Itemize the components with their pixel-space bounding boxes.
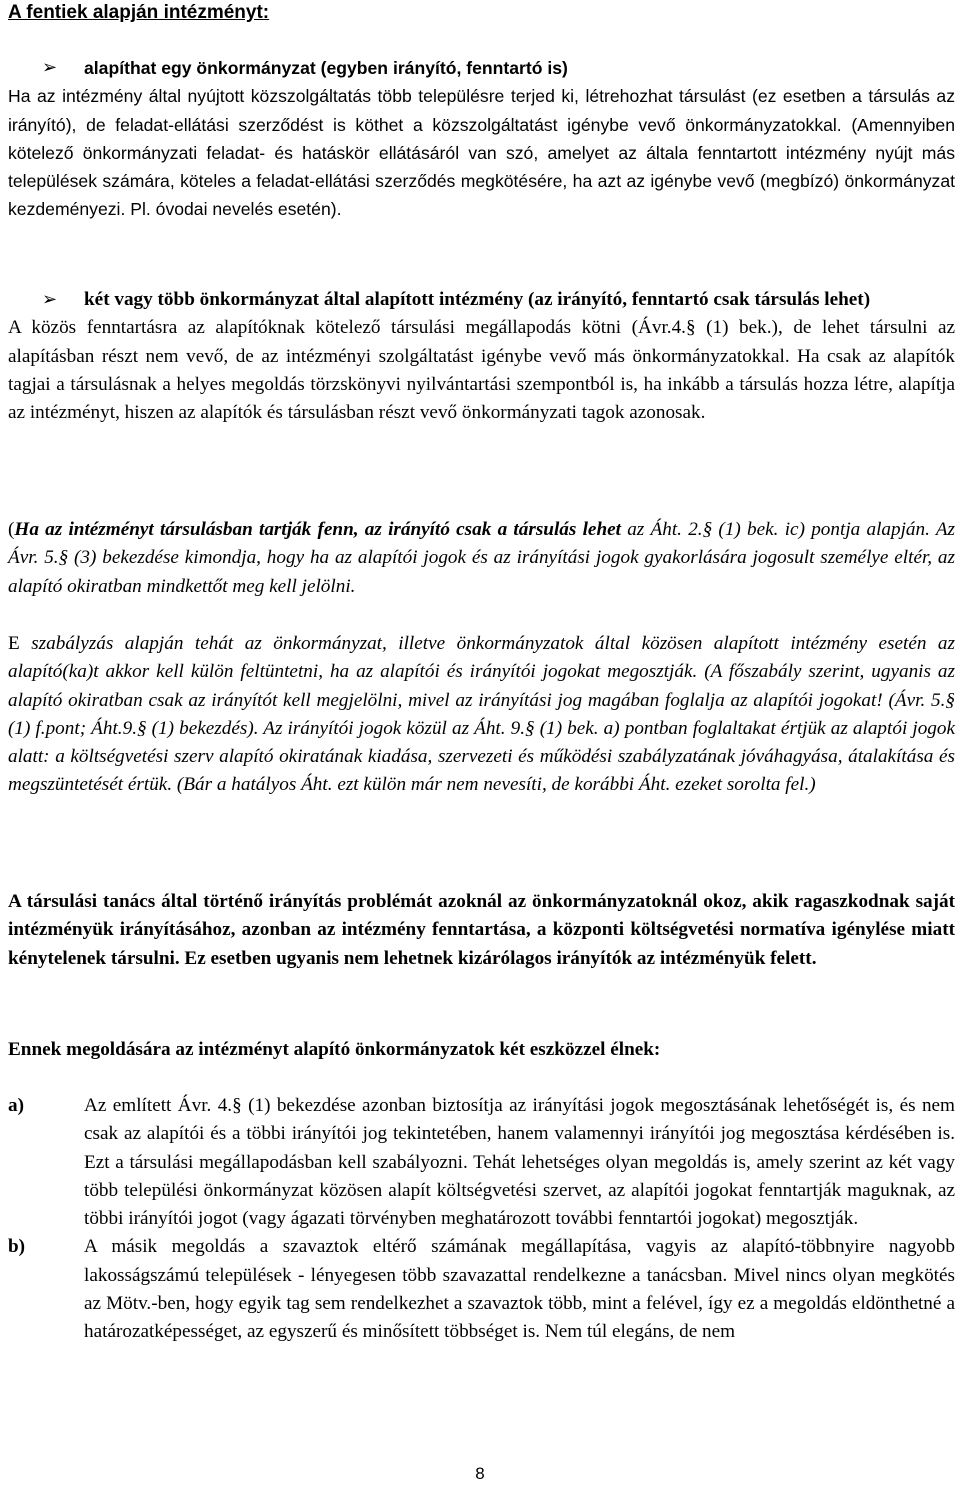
list-item-label: b) xyxy=(8,1236,26,1258)
list-item xyxy=(8,1233,955,1346)
list-item-text: Az említett Ávr. 4.§ (1) bekezdése azonban biztosítja az irányítási jogok megosztásának lehetőségét is, és nem csak az alapítói és a többi irányítói jog tekintetében, hanem valamennyi irányítói jog megosztása kérdésében is. Ezt a társulási megállapodásban kell szabályozni. Tehát lehetséges olyan megoldás is, amely szerint az két vagy több települési önkormányzat közösen alapít költségvetési szervet, az alapítói jogokat fenntartják maguknak, az többi irányítói jogot (vagy ágazati törvényben meghatározott további fenntartói jogokat) megosztják. xyxy=(84,1095,955,1230)
italic-paragraph-rights: E szabályzás alapján tehát az önkormányzat, illetve önkormányzatok által közösen alapított intézmény esetén az alapító(ka)t akkor kell külön feltüntetni, ha az alapítói és irányítói jogokat megosztják. (A főszabály szerint, ugyanis az alapító okiratban csak az irányítót kell megjelölni, mivel az irányítási jog magában foglalja az alapítói jogokat! (Ávr. 5.§ (1) f.pont; Áht.9.§ (1) bekezdés). Az irányítói jogok közül az Áht. 9.§ (1) bek. a) pontban foglaltakat értjük az alaptói jogok alatt: a költségvetési szerv alapító okiratának kiadása, szervezeti és működési szabályzatának jóváhagyása, átalakítása és megszüntetését értük. (Bár a hatályos Áht. ezt külön már nem nevesíti, de korábbi Áht. ezeket sorolta fel.) xyxy=(8,633,955,796)
arrow-bullet-icon: ➢ xyxy=(42,289,58,310)
bold-paragraph-problem: A társulási tanács által történő irányítás problémát azoknál az önkormányzatoknál okoz, akik ragaszkodnak saját intézményük irányításához, azonban az intézmény fenntartása, a központi költségvetési normatíva igénylése miatt kénytelenek társulni. Ez esetben ugyanis nem lehetnek kizárólagos irányítók az intézményük felett. xyxy=(8,891,955,969)
italic-bold-phrase: Ha az intézményt társulásban tartják fenn, az irányító csak a társulás lehet xyxy=(14,519,621,540)
solution-list xyxy=(8,1092,955,1347)
list-item xyxy=(8,1092,955,1233)
bullet-text-multiple-founders: A közös fenntartásra az alapítóknak kötelező társulási megállapodás kötni (Ávr.4.§ (1) bek.), de lehet társulni az alapításban részt nem vevő, de az intézményi szolgáltatást igénybe vevő más önkormányzatokkal. Ha csak az alapítók tagjai a társulásnak a helyes megoldás törzskönyvi nyilvántartási szempontból is, ha inkább a társulás hozza létre, alapítja az intézményt, hiszen az alapítók és társulásban részt vevő önkormányzati tagok azonosak. xyxy=(8,317,955,424)
bullet-title-multiple-founders: ➢ két vagy több önkormányzat által alapított intézmény (az irányító, fenntartó csak társulás lehet) xyxy=(8,286,955,314)
page-number: 8 xyxy=(475,1464,485,1483)
arrow-bullet-icon: ➢ xyxy=(42,57,58,78)
bullet-title-single-founder: ➢ alapíthat egy önkormányzat (egyben irányító, fenntartó is) xyxy=(8,54,955,82)
italic-paragraph-association: (Ha az intézményt társulásban tartják fenn, az irányító csak a társulás lehet az Áht. 2.§ (1) bek. ic) pontja alapján. Az Ávr. 5.§ (3) bekezdése kimondja, hogy ha az alapítói jogok és az irányítási jogok gyakorlására jogosult személye eltér, az alapító okiratban mindkettőt meg kell jelölni. xyxy=(8,519,956,597)
list-item-text: A másik megoldás a szavaztok eltérő számának megállapítása, vagyis az alapító-többnyire nagyobb lakosságszámú települések - lényegesen több szavazattal rendelkezne a tanácsban. Mivel nincs olyan megkötés az Mötv.-ben, hogy egyik tag sem rendelkezhet a szavaztok több, mint a felével, így ez a megoldás eldönthetné a határozatképességet, az egyszerű és minősített többséget is. Nem túl elegáns, de nem xyxy=(84,1236,955,1343)
bullet-text-single-founder: Ha az intézmény által nyújtott közszolgáltatás több településre terjed ki, létrehozhat társulást (ez esetben a társulás az irányító), de feladat-ellátási szerződést is köthet a közszolgáltatást igénybe vevő önkormányzatokkal. (Amennyiben kötelező önkormányzati feladat- és hatáskör ellátásáról van szó, amelyet az általa fenntartott intézmény nyújt más települések számára, köteles a feladat-ellátási szerződés megkötésére, ha azt az igénybe vevő (megbízó) önkormányzat kezdeményezi. Pl. óvodai nevelés esetén). xyxy=(8,86,955,220)
section-heading: A fentiek alapján intézményt: xyxy=(8,2,270,23)
bullet-block-multiple-founders xyxy=(8,286,955,427)
solution-heading: Ennek megoldására az intézményt alapító önkormányzatok két eszközzel élnek: xyxy=(8,1039,661,1060)
bullet-block-single-founder xyxy=(8,54,955,224)
list-item-label: a) xyxy=(8,1095,24,1116)
